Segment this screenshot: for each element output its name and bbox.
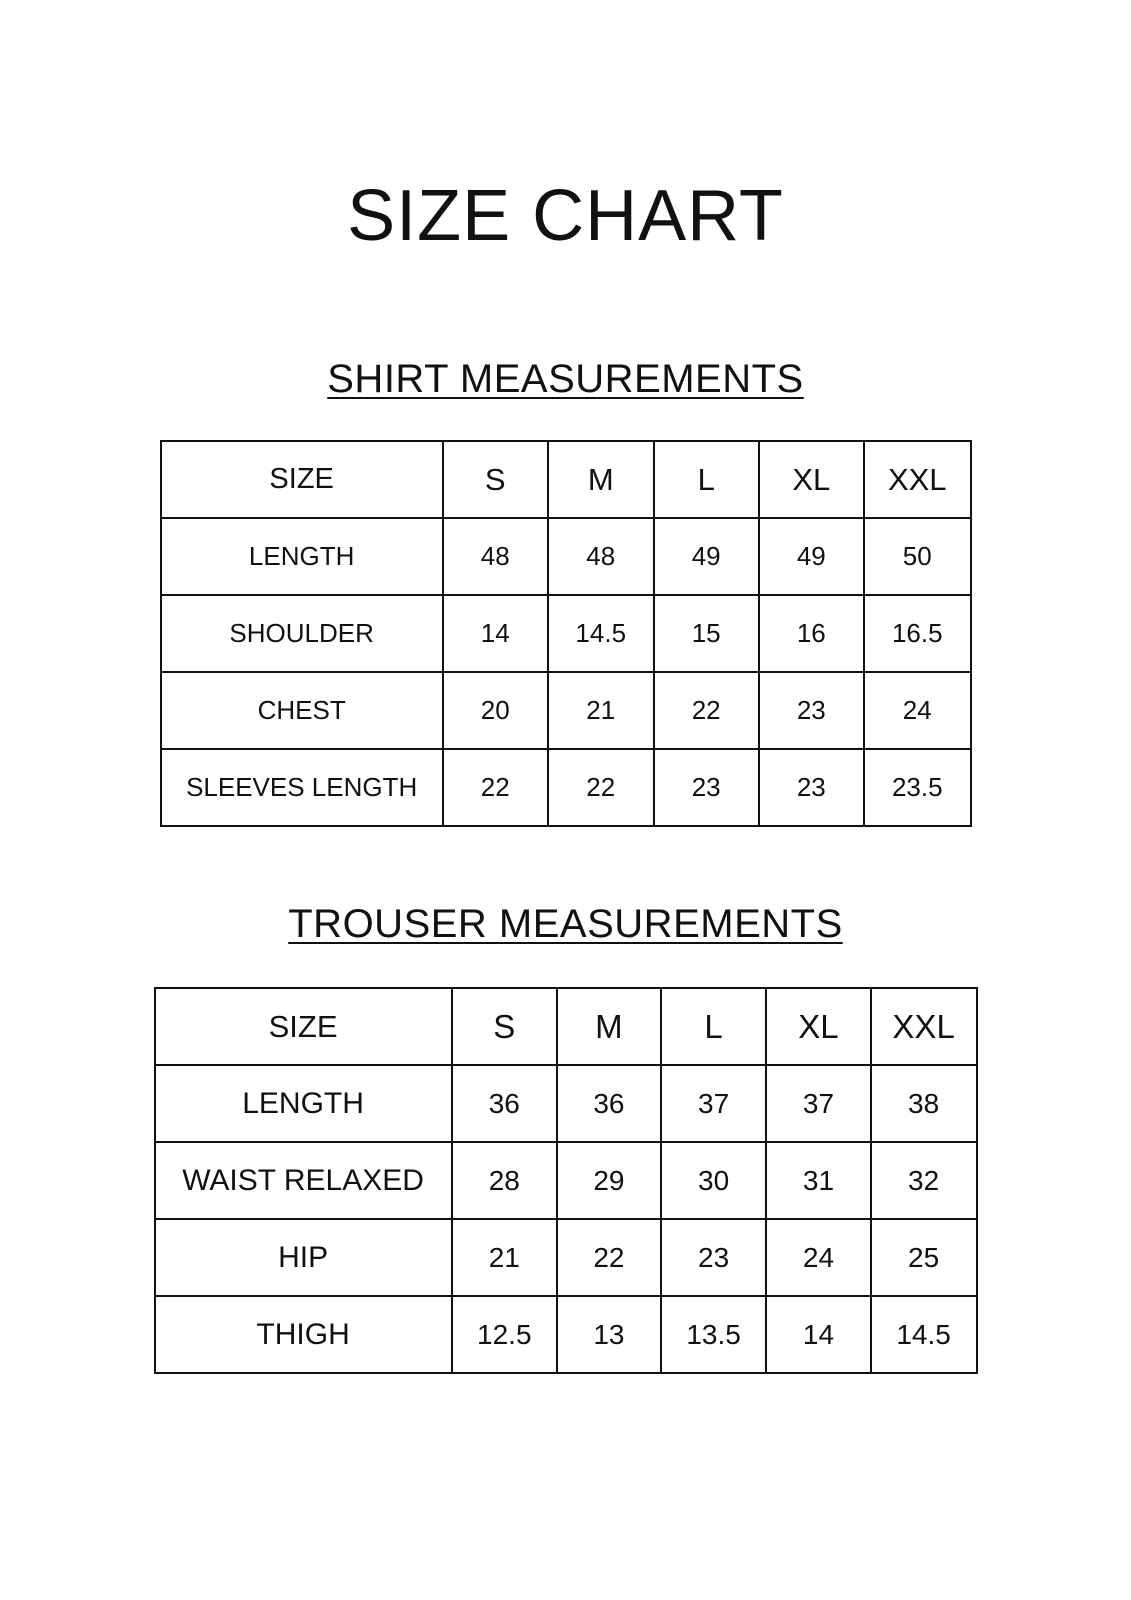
table-row <box>155 1142 977 1219</box>
table-row <box>161 595 971 672</box>
row-label: LENGTH <box>155 1065 452 1142</box>
column-header-xl: XL <box>759 441 864 518</box>
row-label: WAIST RELAXED <box>155 1142 452 1219</box>
cell-value: 23 <box>654 749 759 826</box>
row-label: HIP <box>155 1219 452 1296</box>
column-header-xxl: XXL <box>864 441 971 518</box>
shirt-measurements-table <box>160 440 972 827</box>
cell-value: 37 <box>661 1065 766 1142</box>
cell-value: 36 <box>557 1065 661 1142</box>
cell-value: 30 <box>661 1142 766 1219</box>
cell-value: 37 <box>766 1065 871 1142</box>
cell-value: 23.5 <box>864 749 971 826</box>
table-row <box>155 1296 977 1373</box>
column-header-xl: XL <box>766 988 871 1065</box>
cell-value: 14.5 <box>548 595 654 672</box>
page-title: SIZE CHART <box>347 176 784 256</box>
cell-value: 48 <box>548 518 654 595</box>
table-row <box>155 1219 977 1296</box>
column-header-s: S <box>443 441 548 518</box>
cell-value: 16 <box>759 595 864 672</box>
column-header-l: L <box>661 988 766 1065</box>
trouser-section-title: TROUSER MEASUREMENTS <box>288 902 843 946</box>
cell-value: 13.5 <box>661 1296 766 1373</box>
table-header-row <box>161 441 971 518</box>
column-header-s: S <box>452 988 557 1065</box>
cell-value: 14 <box>443 595 548 672</box>
column-header-m: M <box>557 988 661 1065</box>
column-header-xxl: XXL <box>871 988 977 1065</box>
cell-value: 31 <box>766 1142 871 1219</box>
cell-value: 36 <box>452 1065 557 1142</box>
cell-value: 38 <box>871 1065 977 1142</box>
cell-value: 24 <box>864 672 971 749</box>
cell-value: 29 <box>557 1142 661 1219</box>
row-label: SHOULDER <box>161 595 443 672</box>
cell-value: 23 <box>661 1219 766 1296</box>
table-header-row <box>155 988 977 1065</box>
row-label: CHEST <box>161 672 443 749</box>
cell-value: 49 <box>759 518 864 595</box>
cell-value: 24 <box>766 1219 871 1296</box>
cell-value: 15 <box>654 595 759 672</box>
cell-value: 16.5 <box>864 595 971 672</box>
table-row <box>155 1065 977 1142</box>
cell-value: 48 <box>443 518 548 595</box>
column-header-size: SIZE <box>161 441 443 518</box>
cell-value: 22 <box>557 1219 661 1296</box>
cell-value: 14 <box>766 1296 871 1373</box>
shirt-section-title: SHIRT MEASUREMENTS <box>327 357 804 401</box>
table-row <box>161 518 971 595</box>
table-row <box>161 749 971 826</box>
trouser-measurements-table <box>154 987 978 1374</box>
cell-value: 22 <box>548 749 654 826</box>
row-label: THIGH <box>155 1296 452 1373</box>
cell-value: 50 <box>864 518 971 595</box>
cell-value: 49 <box>654 518 759 595</box>
cell-value: 25 <box>871 1219 977 1296</box>
column-header-size: SIZE <box>155 988 452 1065</box>
cell-value: 23 <box>759 672 864 749</box>
cell-value: 23 <box>759 749 864 826</box>
shirt-measurements-section <box>0 357 1131 827</box>
trouser-measurements-section <box>0 902 1131 1374</box>
cell-value: 32 <box>871 1142 977 1219</box>
cell-value: 22 <box>443 749 548 826</box>
cell-value: 22 <box>654 672 759 749</box>
row-label: LENGTH <box>161 518 443 595</box>
cell-value: 28 <box>452 1142 557 1219</box>
cell-value: 14.5 <box>871 1296 977 1373</box>
cell-value: 13 <box>557 1296 661 1373</box>
cell-value: 20 <box>443 672 548 749</box>
column-header-m: M <box>548 441 654 518</box>
cell-value: 21 <box>548 672 654 749</box>
column-header-l: L <box>654 441 759 518</box>
row-label: SLEEVES LENGTH <box>161 749 443 826</box>
table-row <box>161 672 971 749</box>
cell-value: 12.5 <box>452 1296 557 1373</box>
cell-value: 21 <box>452 1219 557 1296</box>
